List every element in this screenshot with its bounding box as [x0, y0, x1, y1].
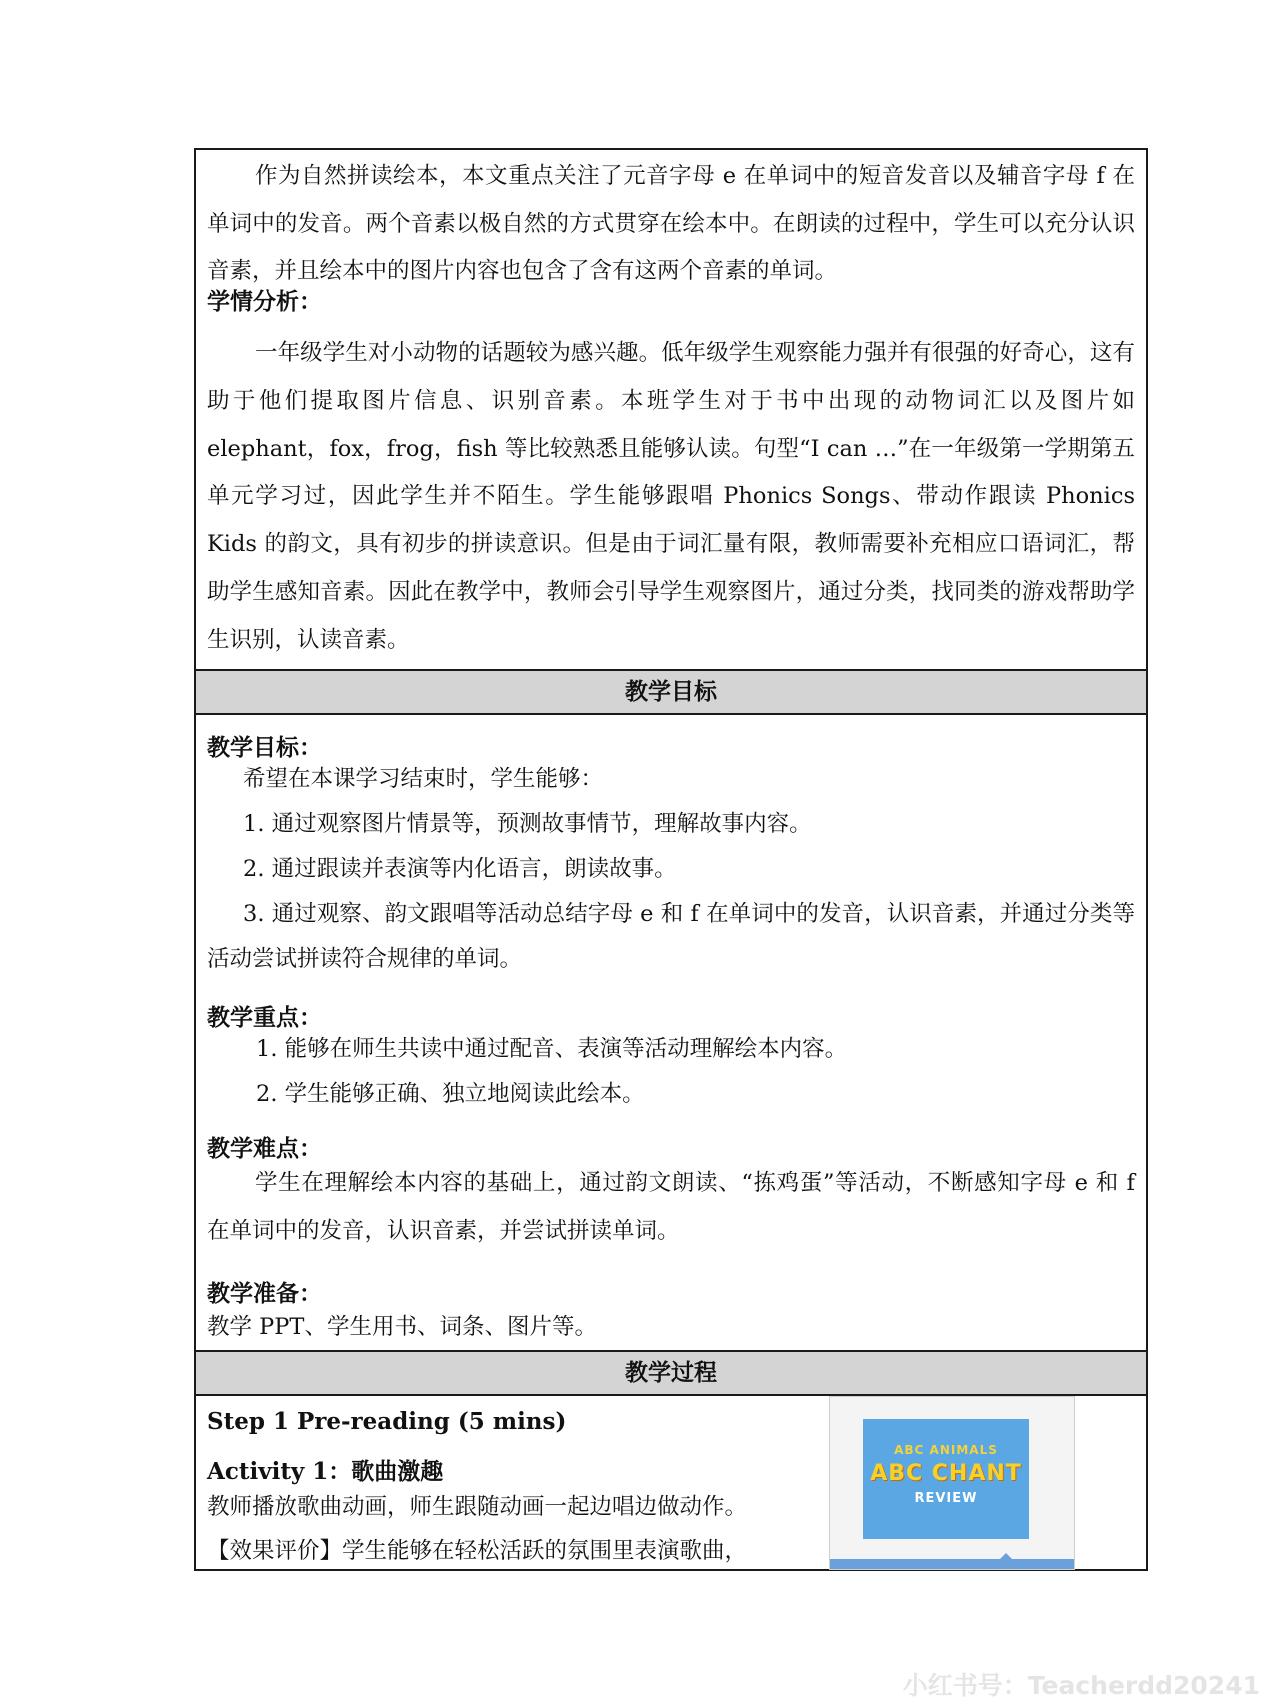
goal-item-1: 1. 通过观察图片情景等，预测故事情节，理解故事内容。 — [243, 811, 812, 837]
key-title: 教学重点： — [207, 1004, 322, 1031]
prep-title: 教学准备： — [207, 1280, 322, 1307]
step1-title: Step 1 Pre-reading (5 mins) — [207, 1408, 567, 1435]
thumbnail-line-1: ABC ANIMALS — [894, 1443, 998, 1457]
xueqing-paragraph: 一年级学生对小动物的话题较为感兴趣。低年级学生观察能力强并有很强的好奇心，这有助于他们提取图片信息、识别音素。本班学生对于书中出现的动物词汇以及图片如 elephant，fox，frog，fish 等比较熟悉且能够认读。句型“I can …”在一年级第一学期第五单元学习过，因此学生并不陌生。学生能够跟唱 Phonics Songs、带动作跟读 Phonics Kids 的韵文，具有初步的拼读意识。但是由于词汇量有限，教师需要补充相应口语词汇，帮助学生感知音素。因此在教学中，教师会引导学生观察图片，通过分类，找同类的游戏帮助学生识别，认读音素。 — [207, 340, 1135, 653]
activity1-eval: 【效果评价】学生能够在轻松活跃的氛围里表演歌曲， — [207, 1538, 748, 1564]
analysis-section — [196, 150, 1146, 669]
activity1-title: Activity 1：歌曲激趣 — [207, 1458, 444, 1485]
difficult-paragraph: 学生在理解绘本内容的基础上，通过韵文朗读、“拣鸡蛋”等活动，不断感知字母 e 和 f 在单词中的发音，认识音素，并尝试拼读单词。 — [207, 1170, 1135, 1244]
xueqing-title: 学情分析： — [207, 288, 322, 315]
key-item-2: 2. 学生能够正确、独立地阅读此绘本。 — [256, 1081, 645, 1107]
goal-item-2: 2. 通过跟读并表演等内化语言，朗读故事。 — [243, 856, 677, 882]
activity1-desc: 教师播放歌曲动画，师生跟随动画一起边唱边做动作。 — [207, 1494, 748, 1520]
prep-body: 教学 PPT、学生用书、词条、图片等。 — [207, 1314, 597, 1340]
section-header-process — [196, 1350, 1146, 1396]
lesson-plan-table — [194, 148, 1148, 1571]
process-section — [196, 1396, 1146, 1571]
thumbnail-footer-bar — [830, 1559, 1074, 1569]
intro-paragraph: 作为自然拼读绘本，本文重点关注了元音字母 e 在单词中的短音发音以及辅音字母 f 在单词中的发音。两个音素以极自然的方式贯穿在绘本中。在朗读的过程中，学生可以充分认识音素，并且绘本中的图片内容也包含了含有这两个音素的单词。 — [207, 163, 1135, 284]
abc-chant-video-thumbnail — [829, 1396, 1075, 1570]
goals-title: 教学目标： — [207, 734, 322, 761]
key-item-1: 1. 能够在师生共读中通过配音、表演等活动理解绘本内容。 — [256, 1036, 848, 1062]
thumbnail-line-2: ABC CHANT — [870, 1461, 1022, 1486]
thumbnail-background — [863, 1419, 1029, 1539]
difficult-title: 教学难点： — [207, 1135, 322, 1162]
section-header-process-label: 教学过程 — [625, 1359, 717, 1386]
thumbnail-line-3: REVIEW — [914, 1491, 978, 1506]
section-header-goals-label: 教学目标 — [625, 678, 717, 705]
watermark: 小红书号：Teacherdd20241 — [902, 1671, 1260, 1700]
goals-intro: 希望在本课学习结束时，学生能够： — [243, 766, 604, 792]
section-header-goals — [196, 669, 1146, 715]
goal-item-3: 3. 通过观察、韵文跟唱等活动总结字母 e 和 f 在单词中的发音，认识音素，并通过分类等活动尝试拼读符合规律的单词。 — [207, 901, 1135, 972]
